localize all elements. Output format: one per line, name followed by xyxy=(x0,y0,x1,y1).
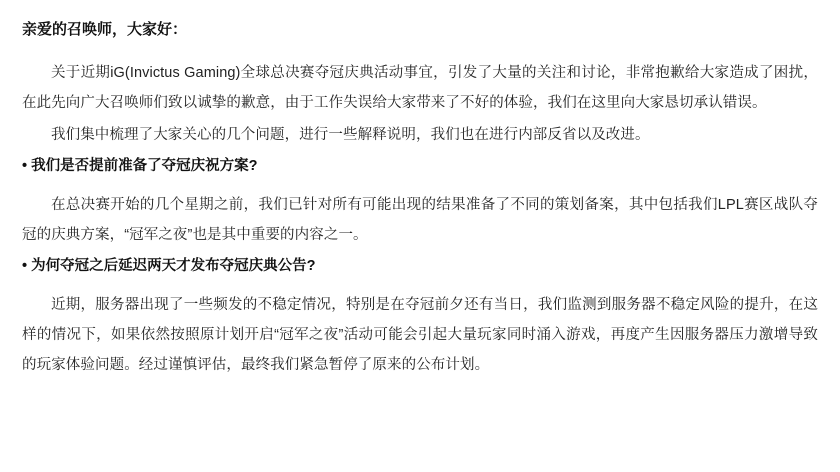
bullet-icon-2: • xyxy=(22,258,28,274)
question-heading-1-text: 我们是否提前准备了夺冠庆祝方案? xyxy=(31,158,258,174)
paragraph-answer-2: 近期，服务器出现了一些频发的不稳定情况，特别是在夺冠前夕还有当日，我们监测到服务器不稳定风险的提升，在这样的情况下，如果依然按照原计划开启“冠军之夜”活动可能会引起大量玩家同时涌入游戏，再度产生因服务器压力激增导致的玩家体验问题。经过谨慎评估，最终我们紧急暂停了原来的公布计划。 xyxy=(22,297,818,373)
paragraph-answer-1: 在总决赛开始的几个星期之前，我们已针对所有可能出现的结果准备了不同的策划备案，其中包括我们LPL赛区战队夺冠的庆典方案，“冠军之夜”也是其中重要的内容之一。 xyxy=(22,197,818,243)
content-block-1 xyxy=(22,58,818,118)
content-block-3 xyxy=(22,152,818,180)
content-block-5 xyxy=(22,252,818,280)
question-heading-2-text: 为何夺冠之后延迟两天才发布夺冠庆典公告? xyxy=(31,258,316,274)
paragraph-apology: 关于近期iG(Invictus Gaming)全球总决赛夺冠庆典活动事宜，引发了大量的关注和讨论，非常抱歉给大家造成了困扰，在此先向广大召唤师们致以诚挚的歉意，由于工作失误给大家带来了不好的体验，我们在这里向大家恳切承认错误。 xyxy=(22,65,818,111)
content-block-2 xyxy=(22,120,818,150)
paragraph-summary: 我们集中梳理了大家关心的几个问题，进行一些解释说明，我们也在进行内部反省以及改进。 xyxy=(51,127,650,143)
content-block-4 xyxy=(22,190,818,250)
question-heading-2 xyxy=(22,252,818,280)
bullet-icon-1: • xyxy=(22,158,28,174)
greeting-line: 亲爱的召唤师，大家好： xyxy=(22,21,188,38)
question-heading-1 xyxy=(22,152,818,180)
content-block-6 xyxy=(22,290,818,380)
